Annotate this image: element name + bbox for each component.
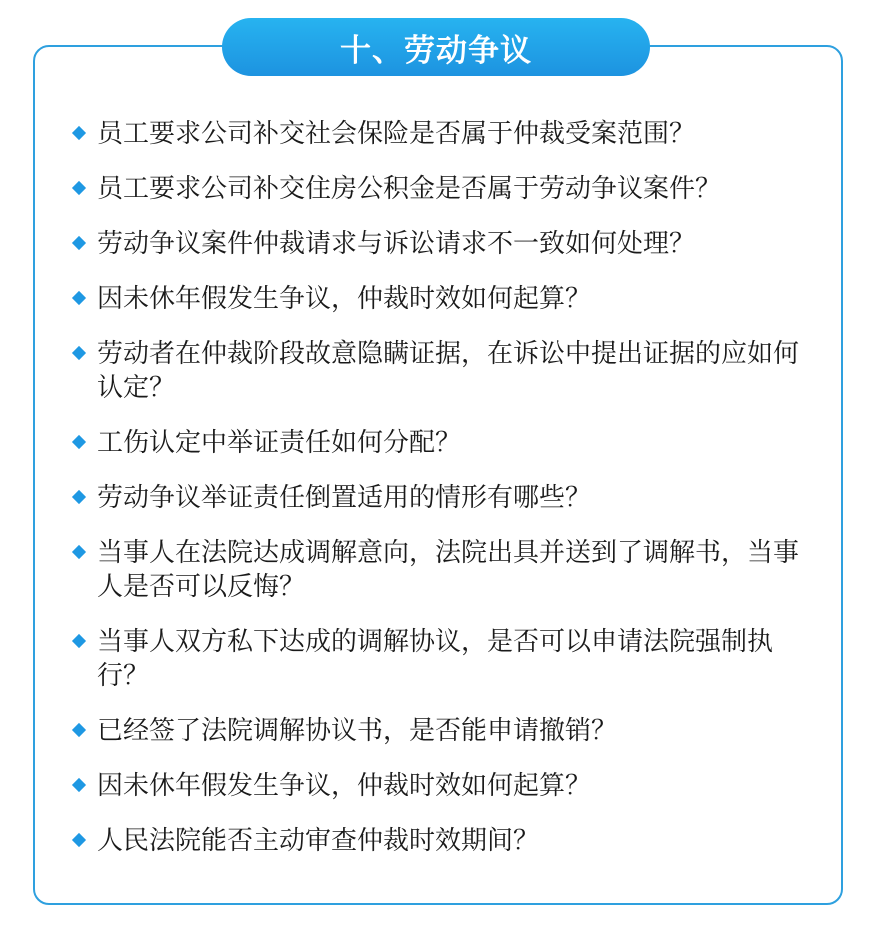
list-item-text: 因未休年假发生争议，仲裁时效如何起算？ [97,284,592,314]
diamond-bullet-icon [72,291,86,305]
list-item [72,172,812,206]
list-item [72,117,812,151]
list-item [72,337,812,405]
list-item-text: 劳动争议案件仲裁请求与诉讼请求不一致如何处理？ [97,229,696,259]
list-item-text: 当事人双方私下达成的调解协议，是否可以申请法院强制执行？ [97,627,774,691]
list-item-text: 工伤认定中举证责任如何分配？ [97,428,462,458]
diamond-bullet-icon [72,126,86,140]
diamond-bullet-icon [72,181,86,195]
diamond-bullet-icon [72,634,86,648]
list-item-text: 已经签了法院调解协议书，是否能申请撤销？ [97,716,618,746]
diamond-bullet-icon [72,833,86,847]
list-item-text: 劳动者在仲裁阶段故意隐瞒证据，在诉讼中提出证据的应如何认定？ [97,339,800,403]
list-item [72,769,812,803]
diamond-bullet-icon [72,723,86,737]
diamond-bullet-icon [72,435,86,449]
diamond-bullet-icon [72,490,86,504]
list-item-text: 因未休年假发生争议，仲裁时效如何起算？ [97,771,592,801]
section-title: 十、劳动争议 [222,18,650,76]
list-item-text: 劳动争议举证责任倒置适用的情形有哪些？ [97,483,592,513]
list-item-text: 员工要求公司补交住房公积金是否属于劳动争议案件？ [97,174,722,204]
diamond-bullet-icon [72,545,86,559]
diamond-bullet-icon [72,236,86,250]
list-item [72,426,812,460]
list-item [72,824,812,858]
list-item [72,227,812,261]
list-item-text: 当事人在法院达成调解意向，法院出具并送到了调解书，当事人是否可以反悔？ [97,538,800,602]
question-list [72,117,812,879]
list-item-text: 员工要求公司补交社会保险是否属于仲裁受案范围？ [97,119,696,149]
list-item-text: 人民法院能否主动审查仲裁时效期间？ [97,826,540,856]
list-item [72,481,812,515]
diamond-bullet-icon [72,778,86,792]
list-item [72,536,812,604]
diamond-bullet-icon [72,346,86,360]
list-item [72,282,812,316]
list-item [72,625,812,693]
list-item [72,714,812,748]
